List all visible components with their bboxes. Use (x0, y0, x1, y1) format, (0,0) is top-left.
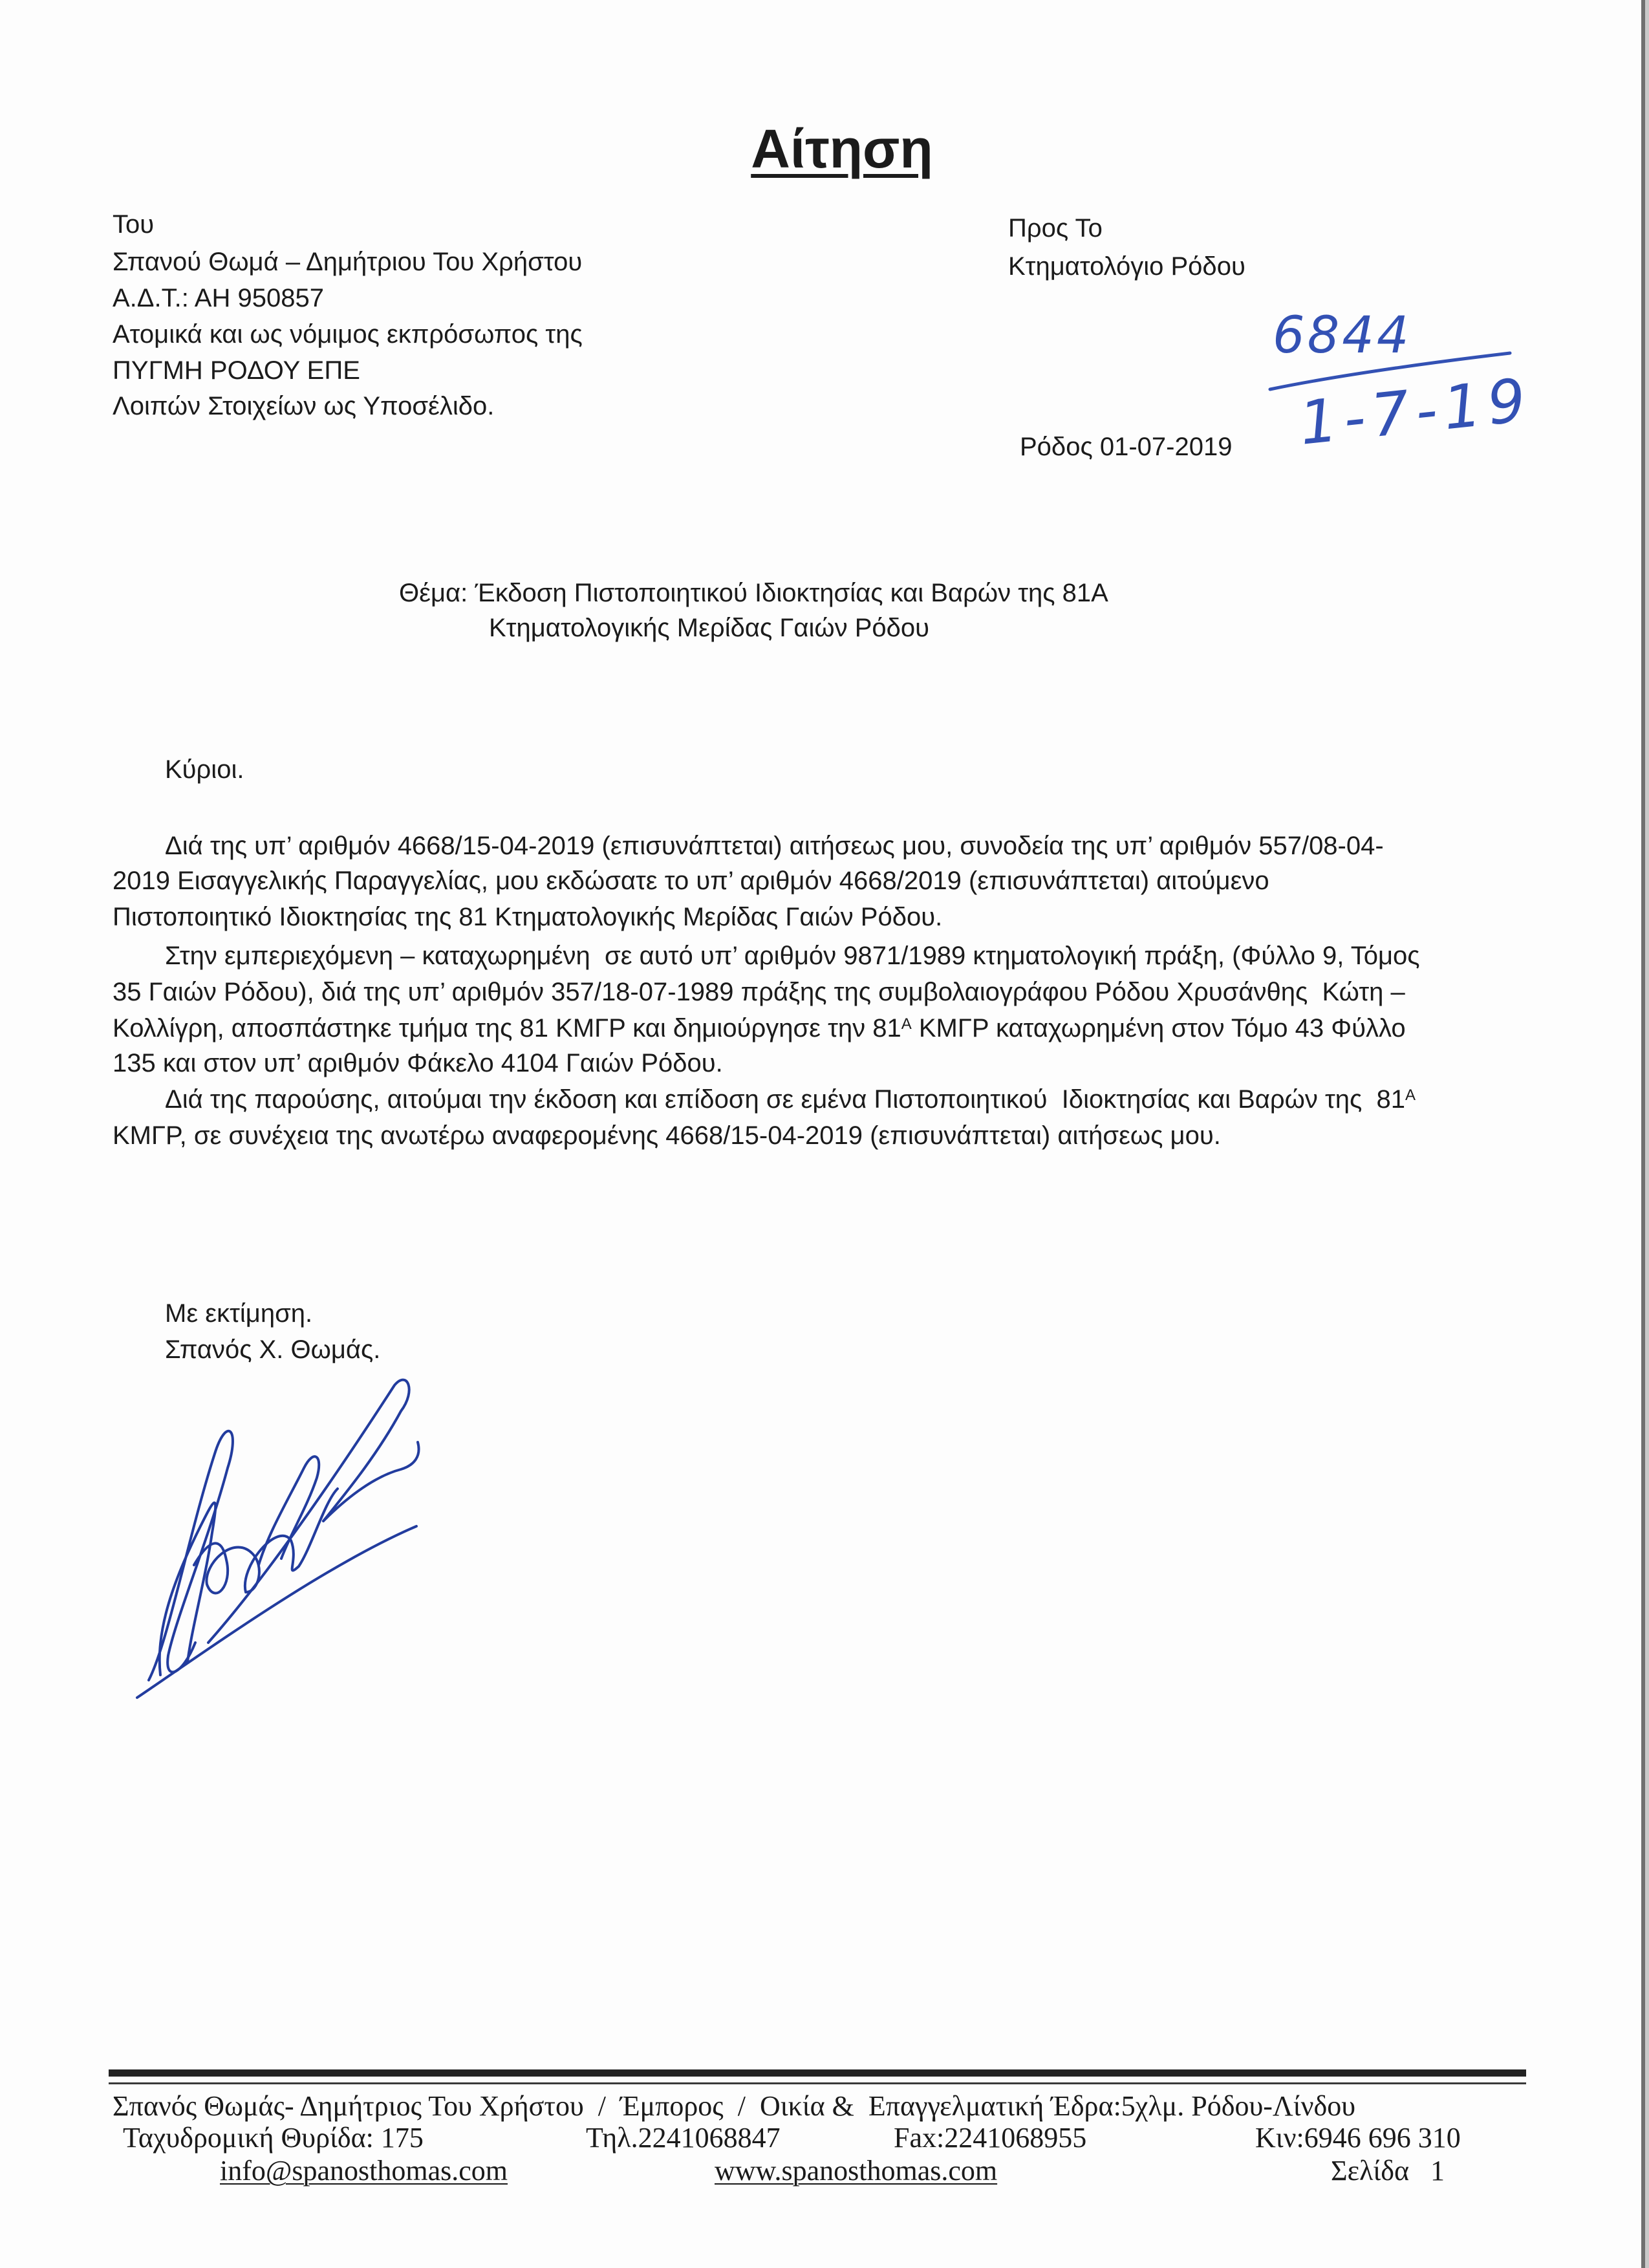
handwritten-protocol-number: 6844 (1273, 307, 1412, 365)
footer-rule-thick (109, 2069, 1526, 2077)
superscript: Α (1405, 1086, 1416, 1104)
handwritten-protocol-date: 1-7-19 (1296, 365, 1536, 459)
body-line-text: ΚΜΓΡ καταχωρημένη στον Τόμο 43 Φύλλο (911, 1014, 1406, 1042)
footer-website-link[interactable]: www.spanosthomas.com (715, 2155, 998, 2187)
body-line: 2019 Εισαγγελικής Παραγγελίας, μου εκδώσατε το υπ’ αριθμόν 4668/2019 (επισυνάπτεται) αιτούμενο (113, 867, 1269, 895)
sender-line: Λοιπών Στοιχείων ως Υποσέλιδο. (113, 392, 495, 420)
body-line: ΚΜΓΡ, σε συνέχεια της ανωτέρω αναφερομένης 4668/15-04-2019 (επισυνάπτεται) αιτήσεως μου. (113, 1121, 1221, 1150)
subject-line: Θέμα: Έκδοση Πιστοποιητικού Ιδιοκτησίας και Βαρών της 81Α (399, 579, 1108, 607)
sender-line: Ατομικά και ως νόμιμος εκπρόσωπος της (113, 320, 583, 349)
recipient-name: Κτηματολόγιο Ρόδου (1008, 252, 1245, 281)
closing-name: Σπανός Χ. Θωμάς. (165, 1335, 381, 1364)
body-line (165, 1084, 1416, 1115)
footer-mobile: Κιν:6946 696 310 (1255, 2122, 1461, 2154)
place-date: Ρόδος 01-07-2019 (1020, 433, 1233, 461)
footer-po-box: Ταχυδρομική Θυρίδα: 175 (123, 2122, 424, 2154)
document-title: Αίτηση (751, 118, 933, 179)
body-line: 35 Γαιών Ρόδου), διά της υπ’ αριθμόν 357/18-07-1989 πράξης της συμβολαιογράφου Ρόδου Χρυσάνθης Κώτη – (113, 978, 1405, 1006)
superscript: Α (901, 1015, 912, 1033)
subject-line: Κτηματολογικής Μερίδας Γαιών Ρόδου (489, 614, 930, 642)
body-line: Διά της υπ’ αριθμόν 4668/15-04-2019 (επισυνάπτεται) αιτήσεως μου, συνοδεία της υπ’ αριθμόν 557/08-04- (165, 832, 1384, 860)
body-line: Στην εμπεριεχόμενη – καταχωρημένη σε αυτό υπ’ αριθμόν 9871/1989 κτηματολογική πράξη, (Φύλλο 9, Τόμος (165, 942, 1420, 970)
footer-phone: Τηλ.2241068847 (586, 2122, 781, 2154)
sender-name: Σπανού Θωμά – Δημήτριου Του Χρήστου (113, 248, 583, 276)
page-number: Σελίδα 1 (1331, 2155, 1445, 2187)
sender-line: Του (113, 210, 155, 239)
closing-phrase: Με εκτίμηση. (165, 1299, 313, 1328)
footer-address-line: Σπανός Θωμάς- Δημήτριος Του Χρήστου / Έμπορος / Οικία & Επαγγελματική Έδρα:5χλμ. Ρόδου-Λίνδου (113, 2090, 1356, 2122)
body-line (113, 1013, 1406, 1044)
scan-edge-shadow (1645, 0, 1649, 2268)
body-line: Πιστοποιητικό Ιδιοκτησίας της 81 Κτηματολογικής Μερίδας Γαιών Ρόδου. (113, 903, 943, 931)
footer-rule-thin (109, 2082, 1526, 2084)
sender-company: ΠΥΓΜΗ ΡΟΔΟΥ ΕΠΕ (113, 356, 360, 385)
sender-id-number: Α.Δ.Τ.: ΑΗ 950857 (113, 284, 324, 312)
recipient-line: Προς Το (1008, 214, 1103, 243)
signature (129, 1371, 440, 1707)
salutation: Κύριοι. (165, 755, 244, 784)
body-line-text: Κολλίγρη, αποσπάστηκε τμήμα της 81 ΚΜΓΡ και δημιούργησε την 81 (113, 1014, 901, 1042)
footer-fax: Fax:2241068955 (894, 2122, 1087, 2154)
body-line-text: Διά της παρούσης, αιτούμαι την έκδοση και επίδοση σε εμένα Πιστοποιητικού Ιδιοκτησίας και Βαρών της 81 (165, 1085, 1406, 1114)
footer-email-link[interactable]: info@spanosthomas.com (220, 2155, 508, 2187)
body-line: 135 και στον υπ’ αριθμόν Φάκελο 4104 Γαιών Ρόδου. (113, 1049, 723, 1077)
